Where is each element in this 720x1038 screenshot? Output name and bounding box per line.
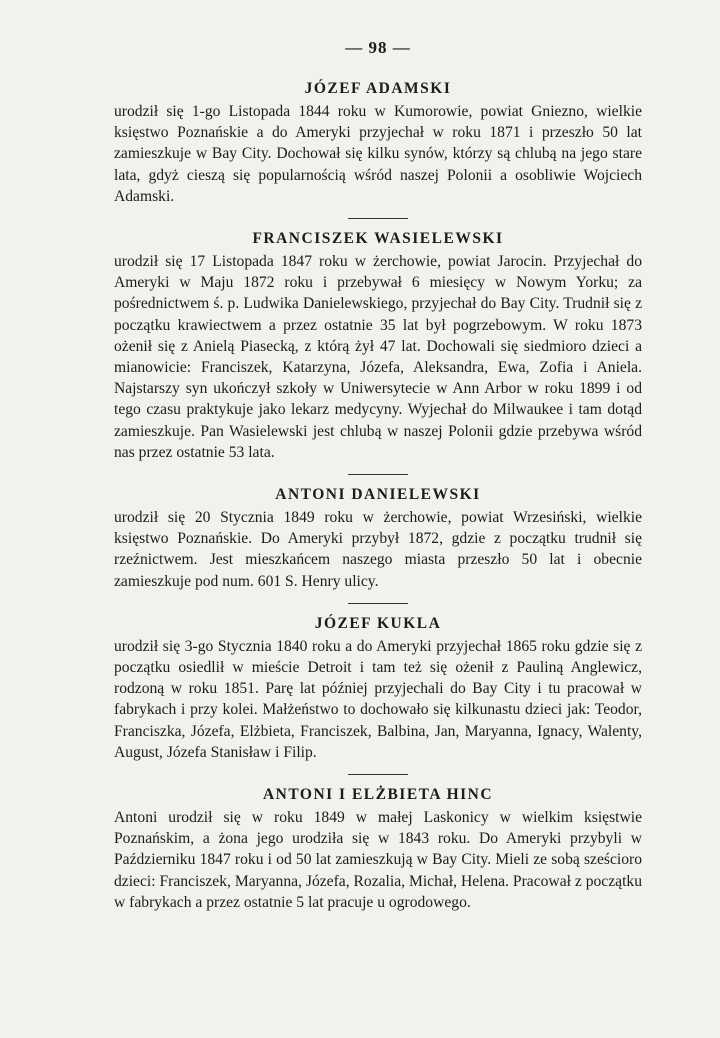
entry-title: JÓZEF KUKLA: [314, 614, 442, 632]
entry-title: ANTONI DANIELEWSKI: [275, 486, 481, 504]
entry-title: JÓZEF ADAMSKI: [304, 80, 452, 97]
page-number: — 98 —: [345, 38, 411, 57]
entry-text: urodził się 17 Listopada 1847 roku w żerchowie, powiat Jarocin. Przyjechał do Ameryki w Maju 1872 roku i przebywał 6 miesięcy w Nowym Yorku; za pośrednictwem ś. p. Ludwika Danielewskiego, przyjechał do Bay City. Trudnił się z początku krawiectwem a przez ostatnie 35 lat był pogrzebowym. W roku 1873 ożenił się z Anielą Piasecką, z którą żył 47 lat. Dochowali się siedmioro dzieci a mianowicie: Franciszek, Katarzyna, Józefa, Aleksandra, Ewa, Zofia i Aniela. Najstarszy syn ukończył szkoły w Uniwersytecie w Ann Arbor w roku 1899 i od tego czasu praktykuje jako lekarz medycyny. Wyjechał do Milwaukee i tam dotąd zamieszkuje. Pan Wasielewski jest chlubą w naszej Polonii gdzie przebywa wśród nas przez ostatnie 53 lata.: [114, 253, 642, 461]
entry-text: urodził się 3-go Stycznia 1840 roku a do Ameryki przyjechał 1865 roku gdzie się z początku osiedlił w mieście Detroit i tam też się ożenił z Pauliną Anglewicz, rodzoną w roku 1851. Parę lat później przyjechali do Bay City i tu pracował w fabrykach i przy kolei. Małżeństwo to dochowało się kilkunastu dzieci jak: Teodor, Franciszka, Józefa, Elżbieta, Franciszek, Balbina, Jan, Maryanna, Ignacy, Walenty, August, Józefa Stanisław i Filip.: [114, 637, 642, 761]
entry-franciszek-wasielewski: [114, 230, 642, 463]
entry-jozef-adamski: [114, 80, 642, 207]
entry-text: Antoni urodził się w roku 1849 w małej Laskonicy w wielkim księstwie Poznańskim, a żona jego urodziła się w 1843 roku. Do Ameryki przybyli w Październiku 1847 roku i od 50 lat zamieszkują w Bay City. Mieli ze sobą sześcioro dzieci: Franciszek, Maryanna, Józefa, Rozalia, Michał, Helena. Pracował z początku w fabrykach a przez ostatnie 5 lat pracuje u ogrodowego.: [114, 809, 642, 911]
section-divider: [348, 774, 408, 775]
entry-title: ANTONI I ELŻBIETA HINC: [262, 786, 494, 804]
section-divider: [348, 474, 408, 475]
entry-jozef-kukla: [114, 615, 642, 763]
entry-text: urodził się 1-go Listopada 1844 roku w Kumorowie, powiat Gniezno, wielkie księstwo Poznańskie a do Ameryki przyjechał w roku 1871 i przeszło 50 lat zamieszkuje w Bay City. Dochował się kilku synów, którzy są chlubą na jego stare lata, gdyż cieszą się popularnością wśród naszej Polonii a osobliwie Wojciech Adamski.: [114, 103, 642, 205]
entry-antoni-elzbieta-hinc: [114, 786, 642, 913]
section-divider: [348, 603, 408, 604]
section-divider: [348, 218, 408, 219]
entry-antoni-danielewski: [114, 486, 642, 592]
entry-title: FRANCISZEK WASIELEWSKI: [252, 230, 504, 248]
entry-text: urodził się 20 Stycznia 1849 roku w żerchowie, powiat Wrzesiński, wielkie księstwo Poznańskie. Do Ameryki przybył 1872, gdzie z początku trudnił się rzeźnictwem. Jest mieszkańcem naszego miasta przeszło 50 lat i obecnie zamieszkuje pod num. 601 S. Henry ulicy.: [114, 509, 642, 590]
